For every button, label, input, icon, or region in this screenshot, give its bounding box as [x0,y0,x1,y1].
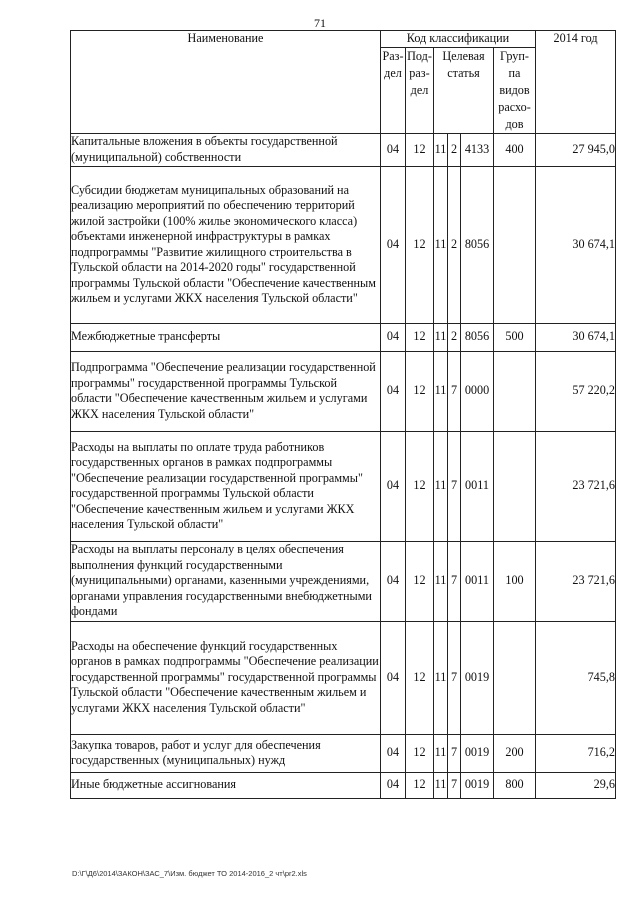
target-part3-cell: 0019 [461,734,494,772]
razdel-cell: 04 [381,541,406,621]
target-part2-cell: 7 [448,431,461,541]
header-name: Наименование [71,31,381,134]
target-part2-cell: 7 [448,351,461,431]
target-part1-cell: 11 [434,351,448,431]
amount-cell: 23 721,6 [536,431,616,541]
target-part2-cell: 7 [448,621,461,734]
target-part2-cell: 2 [448,166,461,323]
razdel-cell: 04 [381,431,406,541]
razdel-cell: 04 [381,351,406,431]
table-row [71,541,616,621]
row-name: Субсидии бюджетам муниципальных образований на реализацию мероприятий по обеспечению территорий жилой застройки (100% жилье экономического класса) объектами инженерной инфраструктуры в рамках подпрограммы "Развитие жилищного строительства в Тульской области на 2014-2020 годы" государственной программы Тульской области "Обеспечение качественным жильем и услугами ЖКХ населения Тульской области" [71,166,381,323]
amount-cell: 57 220,2 [536,351,616,431]
header-group: Груп- па видов расхо- дов [494,47,536,133]
expense-group-cell: 500 [494,323,536,351]
target-part2-cell: 7 [448,541,461,621]
amount-cell: 30 674,1 [536,166,616,323]
expense-group-cell: 800 [494,772,536,798]
target-part1-cell: 11 [434,133,448,166]
target-part2-cell: 2 [448,323,461,351]
table-row [71,166,616,323]
table-row [71,621,616,734]
target-part1-cell: 11 [434,166,448,323]
target-part3-cell: 4133 [461,133,494,166]
table-row [71,431,616,541]
target-part3-cell: 8056 [461,166,494,323]
target-part1-cell: 11 [434,772,448,798]
podrazdel-cell: 12 [406,621,434,734]
row-name: Расходы на выплаты по оплате труда работников государственных органов в рамках подпрограммы "Обеспечение реализации государственной программы" государственной программы Тульской области "Обеспечение качественным жильем и услугами ЖКХ населения Тульской области" [71,431,381,541]
podrazdel-cell: 12 [406,323,434,351]
row-name: Капитальные вложения в объекты государственной (муниципальной) собственности [71,133,381,166]
podrazdel-cell: 12 [406,166,434,323]
razdel-cell: 04 [381,133,406,166]
target-part3-cell: 0011 [461,431,494,541]
file-path-footer: D:\Г\Д6\2014\ЗАКОН\ЗАС_7\Изм. бюджет ТО 2014-2016_2 чт\pr2.xls [72,869,307,878]
target-part2-cell: 7 [448,734,461,772]
table-row [71,133,616,166]
table-row [71,351,616,431]
amount-cell: 27 945,0 [536,133,616,166]
header-razdel: Раз- дел [381,47,406,133]
table-row [71,772,616,798]
table-row [71,734,616,772]
amount-cell: 29,6 [536,772,616,798]
expense-group-cell [494,351,536,431]
expense-group-cell: 200 [494,734,536,772]
target-part1-cell: 11 [434,734,448,772]
header-year: 2014 год [536,31,616,134]
row-name: Расходы на выплаты персоналу в целях обеспечения выполнения функций государственными (муниципальными) органами, казенными учреждениями, органами управления государственными внебюджетными фондами [71,541,381,621]
expense-group-cell: 400 [494,133,536,166]
razdel-cell: 04 [381,621,406,734]
amount-cell: 30 674,1 [536,323,616,351]
razdel-cell: 04 [381,323,406,351]
target-part2-cell: 7 [448,772,461,798]
row-name: Расходы на обеспечение функций государственных органов в рамках подпрограммы "Обеспечение реализации государственной программы" государственной программы Тульской области "Обеспечение качественным жильем и услугами ЖКХ населения Тульской области" [71,621,381,734]
podrazdel-cell: 12 [406,133,434,166]
razdel-cell: 04 [381,772,406,798]
podrazdel-cell: 12 [406,772,434,798]
target-part1-cell: 11 [434,323,448,351]
target-part3-cell: 0011 [461,541,494,621]
target-part1-cell: 11 [434,621,448,734]
expense-group-cell [494,621,536,734]
podrazdel-cell: 12 [406,351,434,431]
target-part1-cell: 11 [434,431,448,541]
row-name: Межбюджетные трансферты [71,323,381,351]
expense-group-cell [494,431,536,541]
expense-group-cell [494,166,536,323]
page-number: 71 [314,16,326,30]
header-code-group: Код классификации [381,31,536,48]
target-part3-cell: 0019 [461,772,494,798]
razdel-cell: 04 [381,734,406,772]
target-part3-cell: 0000 [461,351,494,431]
podrazdel-cell: 12 [406,431,434,541]
amount-cell: 23 721,6 [536,541,616,621]
table-row [71,323,616,351]
row-name: Иные бюджетные ассигнования [71,772,381,798]
target-part2-cell: 2 [448,133,461,166]
row-name: Закупка товаров, работ и услуг для обеспечения государственных (муниципальных) нужд [71,734,381,772]
target-part3-cell: 0019 [461,621,494,734]
row-name: Подпрограмма "Обеспечение реализации государственной программы" государственной программы Тульской области "Обеспечение качественным жильем и услугами ЖКХ населения Тульской области" [71,351,381,431]
target-part3-cell: 8056 [461,323,494,351]
header-target: Целевая статья [434,47,494,133]
budget-table [70,30,616,799]
podrazdel-cell: 12 [406,541,434,621]
amount-cell: 745,8 [536,621,616,734]
target-part1-cell: 11 [434,541,448,621]
expense-group-cell: 100 [494,541,536,621]
header-podrazdel: Под- раз- дел [406,47,434,133]
amount-cell: 716,2 [536,734,616,772]
razdel-cell: 04 [381,166,406,323]
podrazdel-cell: 12 [406,734,434,772]
